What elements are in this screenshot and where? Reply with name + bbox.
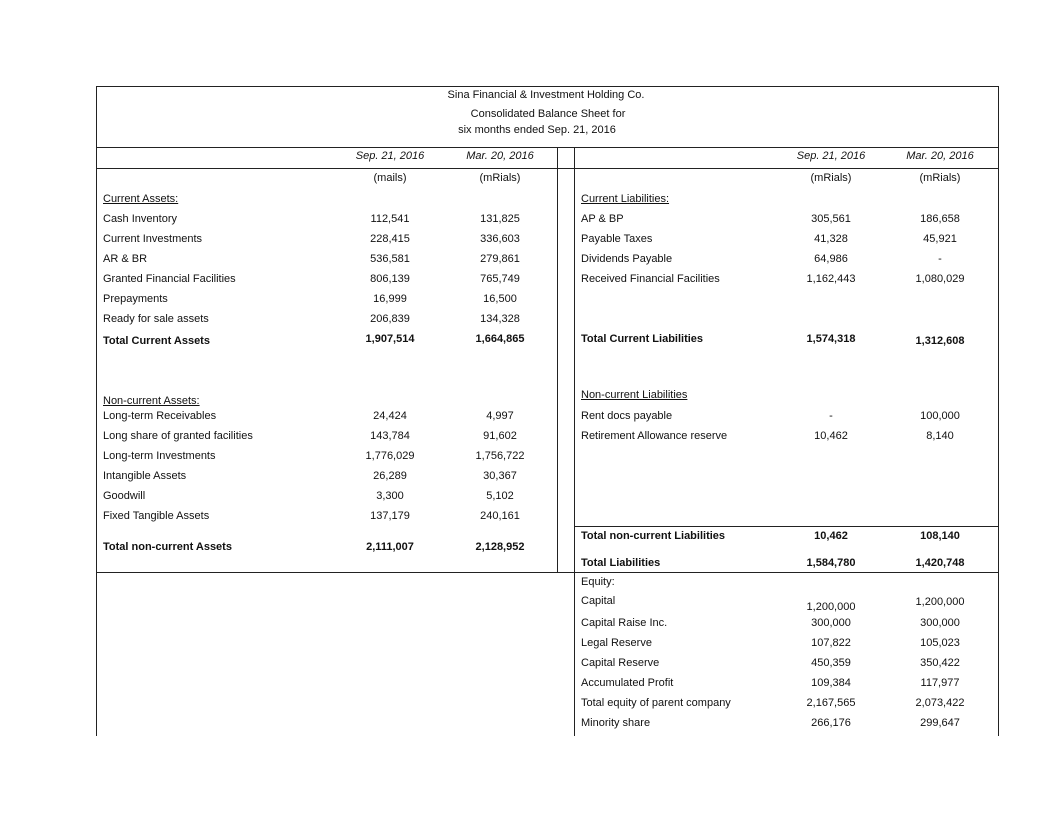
asset-row-label: Fixed Tangible Assets	[103, 510, 210, 522]
total-current-assets-label: Total Current Assets	[103, 335, 210, 347]
liability-row-label: Rent docs payable	[581, 410, 673, 422]
liability-row-label: Payable Taxes	[581, 233, 653, 245]
equity-row-value-2: 2,073,422	[915, 697, 965, 709]
equity-row-label: Capital	[581, 595, 616, 607]
equity-row-value-1: 450,359	[811, 657, 851, 669]
liabilities-total-divider	[574, 526, 999, 527]
current-liabilities-heading: Current Liabilities:	[581, 193, 670, 205]
liability-row-value-2: 100,000	[920, 410, 960, 422]
equity-row-label: Total equity of parent company	[581, 697, 731, 709]
asset-row-value-2: 16,500	[483, 293, 517, 305]
equity-row-label: Capital Raise Inc.	[581, 617, 668, 629]
right-border	[998, 86, 999, 736]
noncurrent-assets-heading: Non-current Assets:	[103, 395, 200, 407]
total-liabilities-label: Total Liabilities	[581, 557, 661, 569]
total-noncurrent-assets-value-1: 2,111,007	[366, 541, 414, 553]
total-noncurrent-assets-value-2: 2,128,952	[475, 541, 525, 553]
equity-row-label: Legal Reserve	[581, 637, 652, 649]
asset-row-value-2: 240,161	[480, 510, 520, 522]
asset-row-value-2: 279,861	[480, 253, 520, 265]
noncurrent-liabilities-heading: Non-current Liabilities	[581, 389, 688, 401]
asset-row-value-1: 16,999	[373, 293, 407, 305]
asset-row-value-1: 112,541	[370, 213, 410, 225]
liabilities-date-1: Sep. 21, 2016	[796, 150, 866, 162]
equity-row-value-2: 105,023	[920, 637, 960, 649]
liability-row-value-2: 8,140	[926, 430, 954, 442]
liabilities-unit-1: (mRials)	[810, 172, 852, 184]
company-name: Sina Financial & Investment Holding Co.	[447, 89, 645, 101]
statement-title: Consolidated Balance Sheet for	[470, 108, 626, 120]
asset-row-label: Goodwill	[103, 490, 146, 502]
asset-row-value-2: 1,756,722	[475, 450, 525, 462]
liability-row-value-1: 10,462	[814, 430, 848, 442]
equity-heading: Equity:	[581, 576, 615, 588]
center-divider-left	[557, 147, 558, 573]
asset-row-value-1: 1,776,029	[365, 450, 415, 462]
table-top-border	[96, 86, 999, 87]
total-current-liabilities-value-2: 1,312,608	[915, 335, 965, 347]
liability-row-label: Retirement Allowance reserve	[581, 430, 728, 442]
equity-row-value-2: 117,977	[920, 677, 960, 689]
asset-row-label: Long share of granted facilities	[103, 430, 253, 442]
equity-divider	[96, 572, 999, 573]
liability-row-value-2: -	[938, 253, 942, 265]
equity-row-value-1: 109,384	[811, 677, 851, 689]
asset-row-value-2: 134,328	[480, 313, 520, 325]
asset-row-value-2: 131,825	[480, 213, 520, 225]
total-liabilities-value-1: 1,584,780	[806, 557, 856, 569]
asset-row-value-1: 137,179	[370, 510, 410, 522]
header-divider	[96, 147, 999, 148]
current-assets-heading: Current Assets:	[103, 193, 179, 205]
asset-row-label: Granted Financial Facilities	[103, 273, 236, 285]
liability-row-value-1: 41,328	[814, 233, 848, 245]
asset-row-label: Prepayments	[103, 293, 168, 305]
total-noncurrent-liabilities-value-1: 10,462	[814, 530, 848, 542]
asset-row-label: Long-term Investments	[103, 450, 216, 462]
asset-row-label: Long-term Receivables	[103, 410, 217, 422]
asset-row-value-1: 206,839	[370, 313, 410, 325]
liability-row-value-1: 305,561	[811, 213, 851, 225]
equity-row-label: Minority share	[581, 717, 651, 729]
assets-date-2: Mar. 20, 2016	[466, 150, 534, 162]
asset-row-label: AR & BR	[103, 253, 148, 265]
total-current-liabilities-label: Total Current Liabilities	[581, 333, 704, 345]
asset-row-value-2: 336,603	[480, 233, 520, 245]
liability-row-value-1: -	[829, 410, 833, 422]
equity-row-value-1: 107,822	[811, 637, 851, 649]
total-noncurrent-liabilities-label: Total non-current Liabilities	[581, 530, 726, 542]
equity-row-value-2: 299,647	[920, 717, 960, 729]
asset-row-value-1: 26,289	[373, 470, 407, 482]
liability-row-value-2: 45,921	[923, 233, 957, 245]
liability-row-value-1: 1,162,443	[806, 273, 856, 285]
left-border	[96, 86, 97, 736]
liability-row-value-1: 64,986	[814, 253, 848, 265]
equity-row-value-1: 1,200,000	[806, 601, 856, 613]
equity-row-label: Capital Reserve	[581, 657, 660, 669]
asset-row-value-2: 30,367	[483, 470, 517, 482]
asset-row-value-1: 536,581	[370, 253, 410, 265]
asset-row-value-1: 806,139	[370, 273, 410, 285]
asset-row-value-1: 228,415	[370, 233, 410, 245]
equity-row-value-1: 2,167,565	[806, 697, 856, 709]
total-liabilities-value-2: 1,420,748	[915, 557, 965, 569]
asset-row-value-2: 4,997	[486, 410, 514, 422]
asset-row-label: Intangible Assets	[103, 470, 187, 482]
liability-row-value-2: 1,080,029	[915, 273, 965, 285]
equity-row-value-2: 1,200,000	[915, 596, 965, 608]
total-current-assets-value-2: 1,664,865	[475, 333, 525, 345]
equity-row-value-2: 300,000	[920, 617, 960, 629]
asset-row-value-2: 91,602	[483, 430, 517, 442]
assets-unit-1: (mails)	[373, 172, 407, 184]
liability-row-label: Received Financial Facilities	[581, 273, 720, 285]
asset-row-value-2: 765,749	[480, 273, 520, 285]
liabilities-date-2: Mar. 20, 2016	[906, 150, 974, 162]
liabilities-unit-2: (mRials)	[919, 172, 961, 184]
asset-row-label: Cash Inventory	[103, 213, 177, 225]
equity-row-value-1: 266,176	[811, 717, 851, 729]
asset-row-label: Current Investments	[103, 233, 203, 245]
liability-row-value-2: 186,658	[920, 213, 960, 225]
asset-row-value-1: 143,784	[370, 430, 410, 442]
center-divider-right	[574, 147, 575, 736]
equity-row-label: Accumulated Profit	[581, 677, 674, 689]
liability-row-label: Dividends Payable	[581, 253, 673, 265]
total-current-assets-value-1: 1,907,514	[365, 333, 415, 345]
assets-date-1: Sep. 21, 2016	[355, 150, 425, 162]
asset-row-label: Ready for sale assets	[103, 313, 209, 325]
liability-row-label: AP & BP	[581, 213, 624, 225]
total-noncurrent-liabilities-value-2: 108,140	[920, 530, 960, 542]
equity-row-value-1: 300,000	[811, 617, 851, 629]
asset-row-value-1: 24,424	[373, 410, 407, 422]
assets-unit-2: (mRials)	[479, 172, 521, 184]
equity-row-value-2: 350,422	[920, 657, 960, 669]
statement-period: six months ended Sep. 21, 2016	[458, 124, 616, 136]
column-header-divider	[96, 168, 999, 169]
total-current-liabilities-value-1: 1,574,318	[806, 333, 856, 345]
total-noncurrent-assets-label: Total non-current Assets	[103, 541, 232, 553]
asset-row-value-2: 5,102	[486, 490, 514, 502]
asset-row-value-1: 3,300	[376, 490, 404, 502]
